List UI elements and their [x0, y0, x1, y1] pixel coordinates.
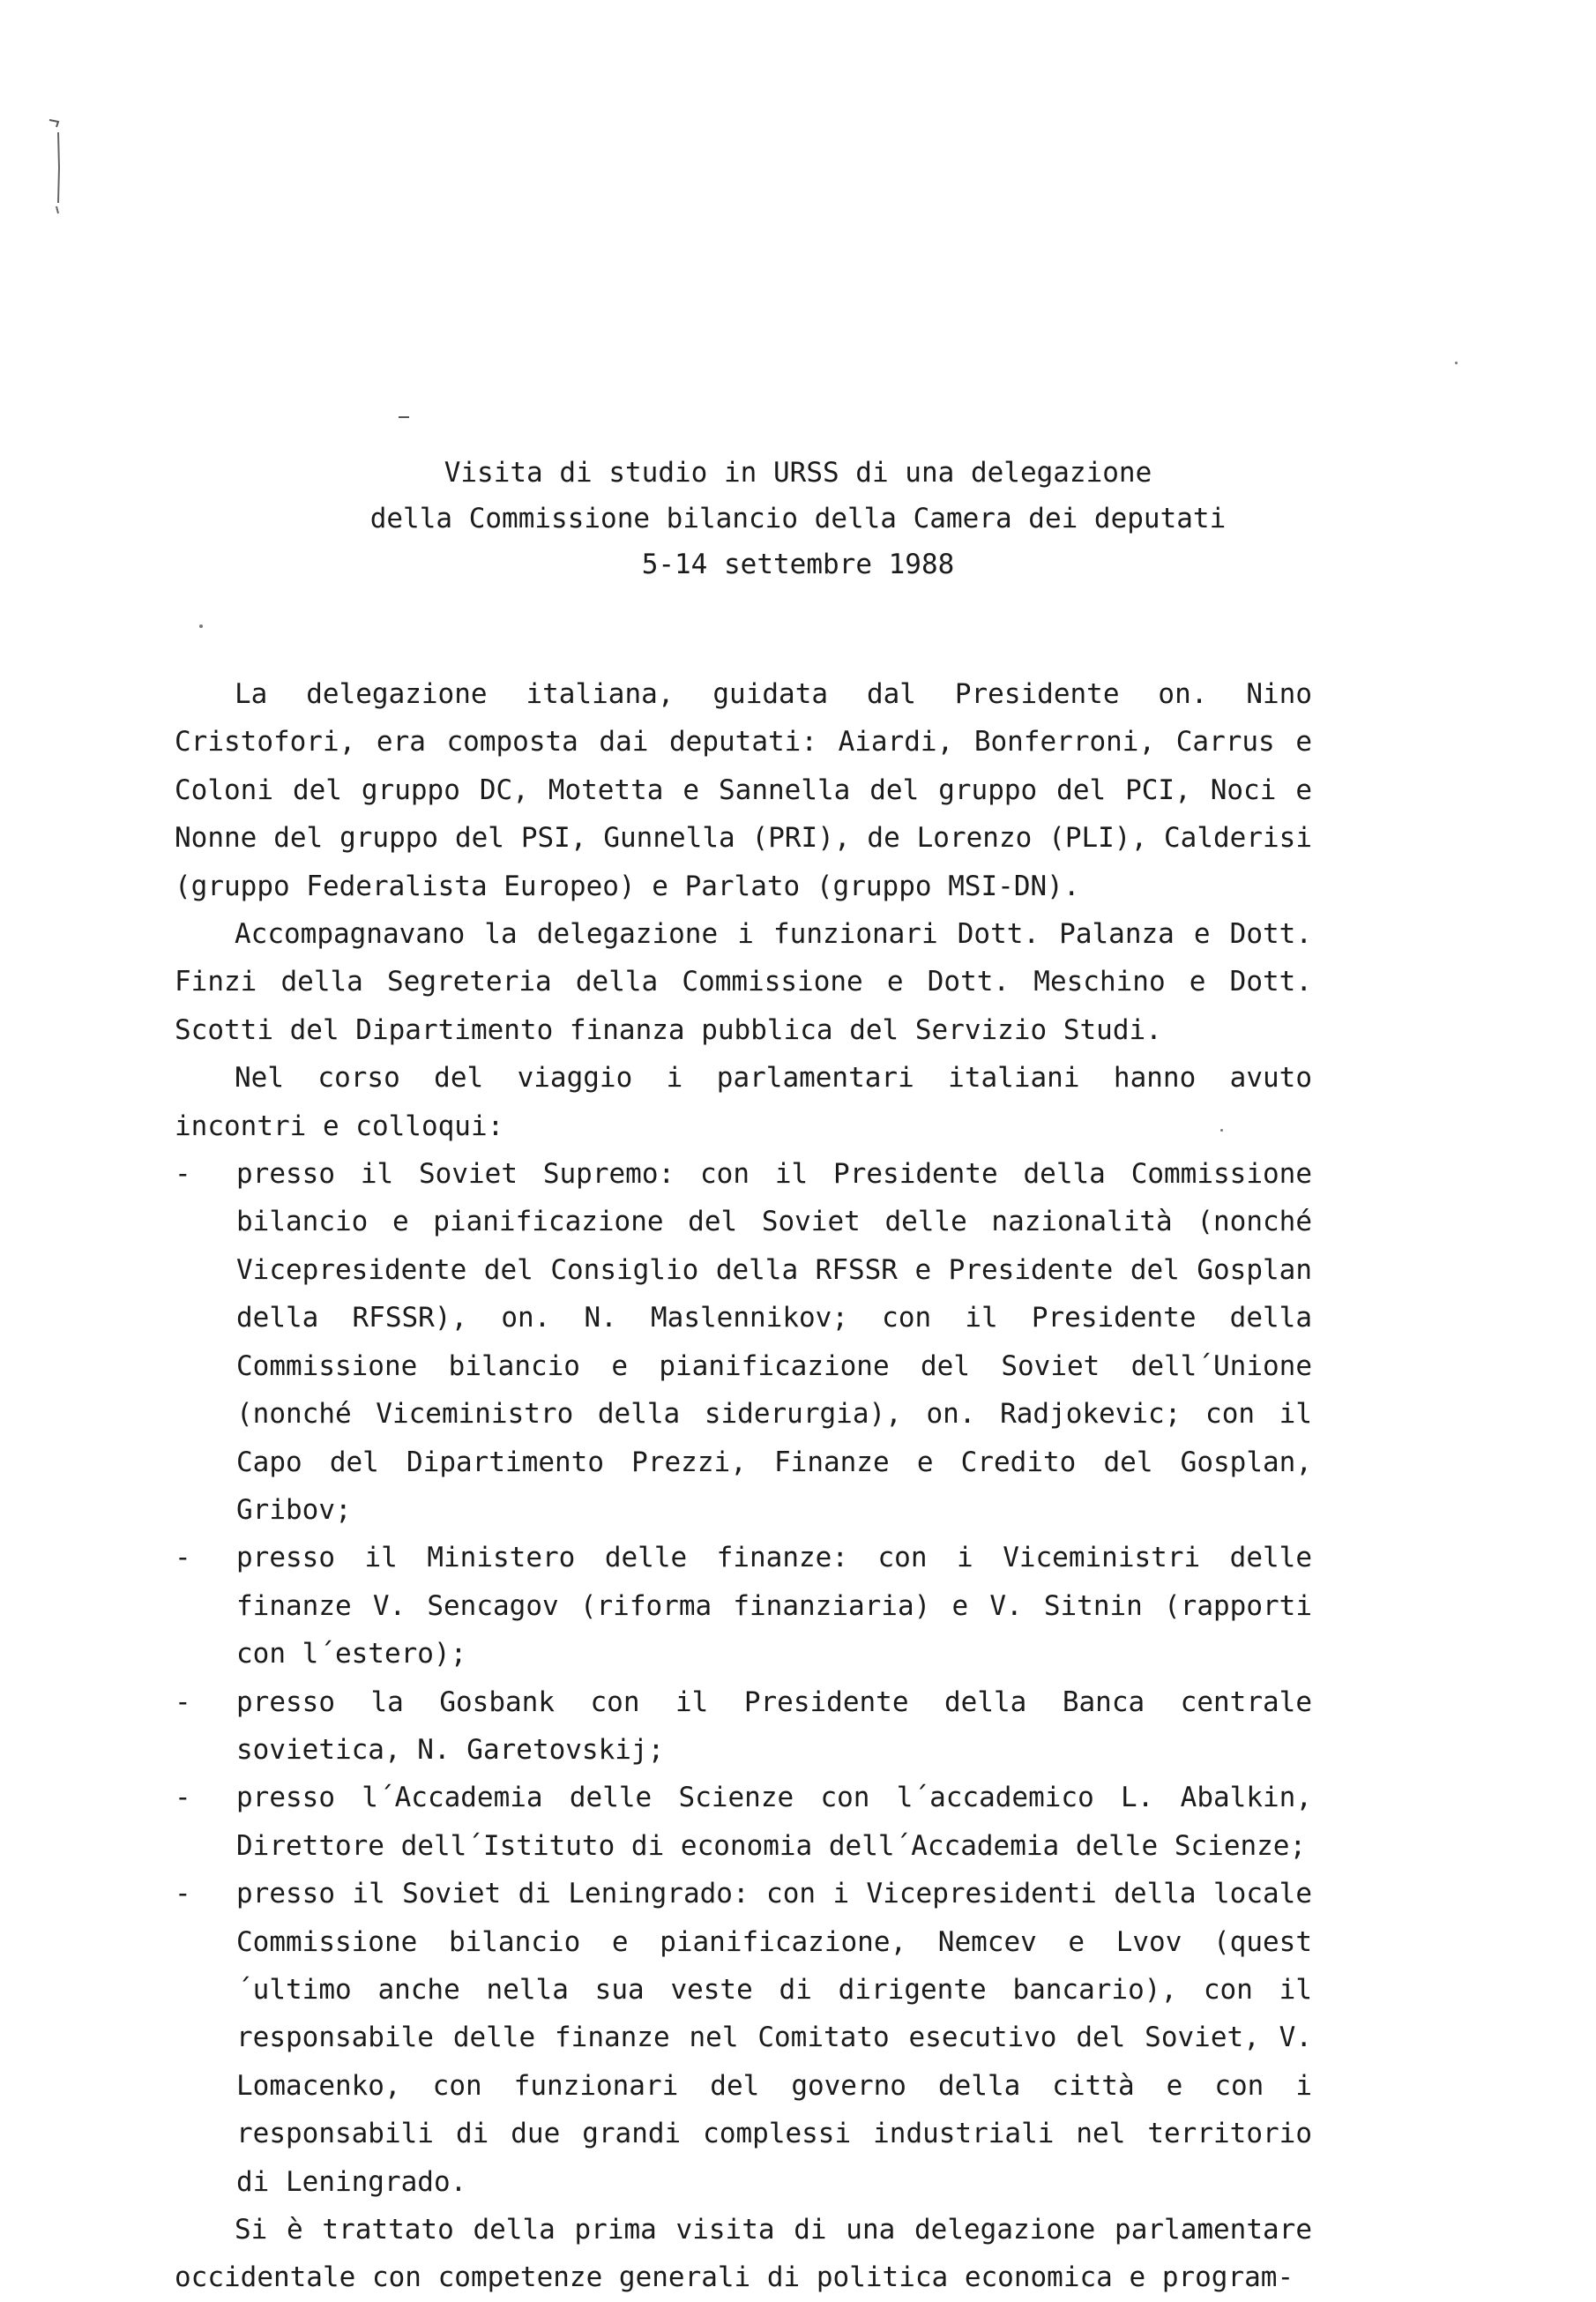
list-item-text: presso la Gosbank con il Presidente della Banca centrale sovietica, N. Garetovskij; — [236, 1685, 1312, 1766]
list-item-text: presso l´Accademia delle Scienze con l´accademico L. Abalkin, Direttore dell´Istituto di economia dell´Accademia delle Scienze; — [236, 1782, 1312, 1862]
stray-dot-mark — [199, 624, 203, 628]
list-bullet: - — [175, 1158, 191, 1191]
meetings-list — [175, 1150, 1312, 2206]
paragraph-first-visit: Si è trattato della prima visita di una delegazione parlamentare occidentale con competenze generali di politica economica e program- — [175, 2214, 1312, 2294]
list-item — [175, 1534, 1312, 1678]
list-bullet: - — [175, 1685, 191, 1718]
list-item-text: presso il Soviet Supremo: con il Presidente della Commissione bilancio e pianificazione del Soviet delle nazionalità (nonché Vicepresidente del Consiglio della RFSSR e Presidente del Gosplan della RFSSR), on. N. Maslennikov; con il Presidente della Commissione bilancio e pianificazione del Soviet dell´Unione (nonché Viceministro della siderurgia), on. Radjokevic; con il Capo del Dipartimento Prezzi, Finanze e Credito del Gosplan, Gribov; — [236, 1158, 1312, 1526]
list-item — [175, 1774, 1312, 1870]
paragraph-delegation: La delegazione italiana, guidata dal Presidente on. Nino Cristofori, era composta dai deputati: Aiardi, Bonferroni, Carrus e Coloni del gruppo DC, Motetta e Sannella del gruppo del PCI, Noci e Nonne del gruppo del PSI, Gunnella (PRI), de Lorenzo (PLI), Calderisi (gruppo Federalista Europeo) e Parlato (gruppo MSI-DN). — [175, 678, 1312, 902]
stray-dash-mark — [399, 416, 409, 418]
stray-dot-mark — [1455, 362, 1458, 364]
list-item — [175, 1678, 1312, 1775]
title-line-1: Visita di studio in URSS di una delegazione — [444, 457, 1152, 489]
list-bullet: - — [175, 1542, 191, 1574]
list-item — [175, 1150, 1312, 1534]
list-item — [175, 1870, 1312, 2206]
title-line-3: 5-14 settembre 1988 — [641, 549, 955, 580]
document-title — [0, 450, 1596, 587]
margin-pen-mark — [42, 115, 69, 220]
list-bullet: - — [175, 1782, 191, 1814]
paragraph-officials: Accompagnavano la delegazione i funzionari Dott. Palanza e Dott. Finzi della Segreteria della Commissione e Dott. Meschino e Dott. Scotti del Dipartimento finanza pubblica del Servizio Studi. — [175, 918, 1312, 1046]
list-bullet: - — [175, 1878, 191, 1910]
list-item-text: presso il Soviet di Leningrado: con i Vicepresidenti della locale Commissione bilancio e pianificazione, Nemcev e Lvov (quest´ultimo anche nella sua veste di dirigente bancario), con il responsabile delle finanze nel Comitato esecutivo del Soviet, V. Lomacenko, con funzionari del governo della città e con i responsabili di due grandi complessi industriali nel territorio di Leningrado. — [236, 1878, 1312, 2198]
list-item-text: presso il Ministero delle finanze: con i Viceministri delle finanze V. Sencagov (riforma finanziaria) e V. Sitnin (rapporti con l´estero); — [236, 1542, 1312, 1670]
paragraph-meetings-intro: Nel corso del viaggio i parlamentari italiani hanno avuto incontri e colloqui: — [175, 1062, 1312, 1142]
title-line-2: della Commissione bilancio della Camera dei deputati — [369, 503, 1227, 534]
document-body — [175, 670, 1312, 2302]
